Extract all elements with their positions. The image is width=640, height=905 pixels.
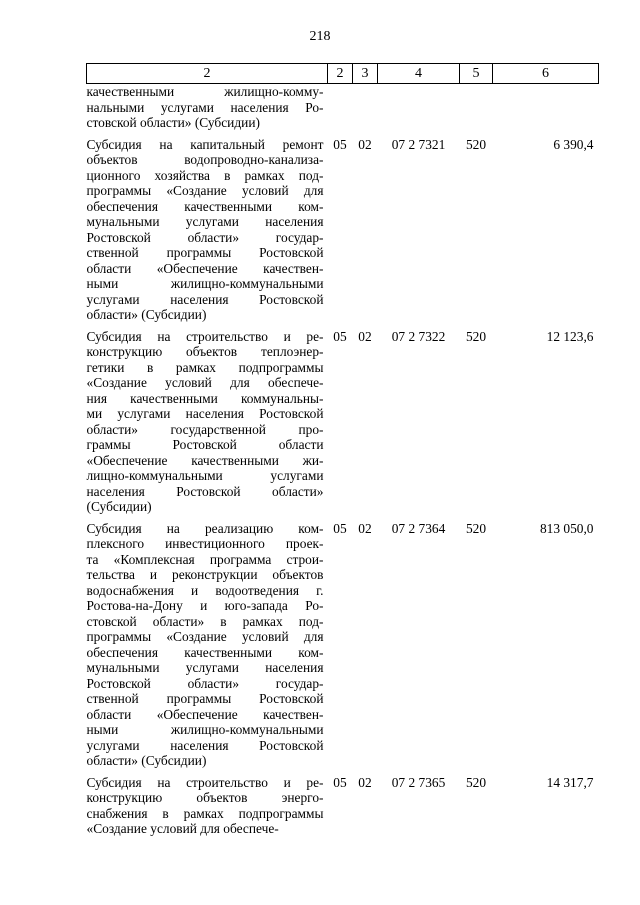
target-article-code: 07 2 7321 bbox=[391, 136, 446, 152]
description-line: ственной программы Ростовской bbox=[86, 691, 324, 706]
description-line: мунальными услугами населения bbox=[86, 214, 324, 229]
amount: 813 050,0 bbox=[539, 520, 594, 536]
row-description bbox=[87, 769, 328, 837]
description-line: обеспечения качественными ком- bbox=[86, 198, 324, 214]
header-col-2b: 2 bbox=[328, 64, 353, 84]
description-line: Ростова-на-Дону и юго-запада Ро- bbox=[86, 598, 324, 613]
header-col-4: 4 bbox=[378, 64, 460, 84]
description-line: области «Обеспечение качествен- bbox=[86, 706, 324, 722]
description-line: водоснабжения и водоотведения г. bbox=[86, 582, 324, 598]
description-line: Субсидия на капитальный ремонт bbox=[86, 136, 324, 152]
subsection-code bbox=[353, 84, 378, 131]
description-line: области» государственной про- bbox=[86, 421, 324, 437]
description-line: «Создание условий для обеспече- bbox=[86, 821, 279, 836]
page-number: 218 bbox=[309, 29, 331, 44]
row-description bbox=[87, 515, 328, 769]
description-line: конструкцию объектов теплоэнер- bbox=[86, 344, 324, 359]
description-line: ными жилищно-коммунальными bbox=[86, 722, 324, 737]
description-line: лищно-коммунальными услугами bbox=[86, 468, 324, 483]
budget-table bbox=[86, 63, 599, 837]
row-description bbox=[87, 84, 328, 131]
table-row bbox=[87, 323, 599, 515]
description-line: Субсидия на реализацию ком- bbox=[86, 520, 324, 536]
table-row bbox=[87, 515, 599, 769]
section-code bbox=[328, 84, 353, 131]
target-article-code: 07 2 7364 bbox=[391, 520, 446, 536]
target-article-code: 07 2 7365 bbox=[391, 774, 446, 790]
description-line: ными жилищно-коммунальными bbox=[86, 276, 324, 291]
amount bbox=[493, 84, 599, 131]
description-line: услугами населения Ростовской bbox=[86, 291, 324, 307]
description-line: программы «Создание условий для bbox=[86, 183, 324, 198]
expense-type-code bbox=[460, 84, 493, 131]
row-description bbox=[87, 131, 328, 323]
target-article-code bbox=[378, 84, 460, 131]
description-line: та «Комплексная программа строи- bbox=[86, 551, 324, 567]
section-code: 05 bbox=[333, 520, 347, 536]
section-code: 05 bbox=[333, 328, 347, 344]
header-col-3: 3 bbox=[353, 64, 378, 84]
target-article-code: 07 2 7322 bbox=[391, 328, 446, 344]
description-line: ционного хозяйства в рамках под- bbox=[86, 167, 324, 183]
expense-type-code: 520 bbox=[465, 774, 487, 790]
description-line: (Субсидии) bbox=[86, 499, 152, 514]
description-line: ми услугами населения Ростовской bbox=[86, 406, 324, 421]
description-line: Субсидия на строительство и ре- bbox=[86, 774, 324, 790]
subsection-code: 02 bbox=[358, 136, 372, 152]
section-code: 05 bbox=[333, 136, 347, 152]
description-line: Ростовской области» государ- bbox=[86, 229, 324, 245]
description-line: плексного инвестиционного проек- bbox=[86, 536, 324, 551]
description-line: Ростовской области» государ- bbox=[86, 675, 324, 691]
description-line: тельства и реконструкции объектов bbox=[86, 567, 324, 582]
description-line: граммы Ростовской области bbox=[86, 437, 324, 452]
table-row bbox=[87, 84, 599, 131]
section-code: 05 bbox=[333, 774, 347, 790]
subsection-code: 02 bbox=[358, 520, 372, 536]
table-row bbox=[87, 131, 599, 323]
expense-type-code: 520 bbox=[465, 136, 487, 152]
table-row bbox=[87, 769, 599, 837]
description-line: программы «Создание условий для bbox=[86, 629, 324, 644]
description-line: «Создание условий для обеспече- bbox=[86, 375, 324, 390]
description-line: гетики в рамках подпрограммы bbox=[86, 359, 324, 375]
description-line: области» (Субсидии) bbox=[86, 307, 207, 322]
description-line: Субсидия на строительство и ре- bbox=[86, 328, 324, 344]
description-line: «Обеспечение качественными жи- bbox=[86, 452, 324, 468]
expense-type-code: 520 bbox=[465, 328, 487, 344]
description-line: нальными услугами населения Ро- bbox=[86, 99, 324, 115]
description-line: ственной программы Ростовской bbox=[86, 245, 324, 260]
description-line: стовской области» (Субсидии) bbox=[86, 115, 260, 130]
subsection-code: 02 bbox=[358, 328, 372, 344]
table-header-row bbox=[87, 64, 599, 84]
description-line: конструкцию объектов энерго- bbox=[86, 790, 324, 805]
subsection-code: 02 bbox=[358, 774, 372, 790]
description-line: снабжения в рамках подпрограммы bbox=[86, 805, 324, 821]
description-line: стовской области» в рамках под- bbox=[86, 613, 324, 629]
description-line: области «Обеспечение качествен- bbox=[86, 260, 324, 276]
description-line: ния качественными коммунальны- bbox=[86, 390, 324, 406]
table-body bbox=[87, 84, 599, 837]
description-line: обеспечения качественными ком- bbox=[86, 644, 324, 660]
description-line: области» (Субсидии) bbox=[86, 753, 207, 768]
amount: 14 317,7 bbox=[546, 774, 594, 790]
description-line: услугами населения Ростовской bbox=[86, 737, 324, 753]
description-line: мунальными услугами населения bbox=[86, 660, 324, 675]
description-line: качественными жилищно-комму- bbox=[86, 84, 324, 99]
description-line: населения Ростовской области» bbox=[86, 483, 324, 499]
header-col-6: 6 bbox=[493, 64, 599, 84]
amount: 6 390,4 bbox=[553, 136, 594, 152]
description-line: объектов водопроводно-канализа- bbox=[86, 152, 324, 167]
header-col-5: 5 bbox=[460, 64, 493, 84]
header-col-2a: 2 bbox=[87, 64, 328, 84]
amount: 12 123,6 bbox=[546, 328, 594, 344]
row-description bbox=[87, 323, 328, 515]
expense-type-code: 520 bbox=[465, 520, 487, 536]
